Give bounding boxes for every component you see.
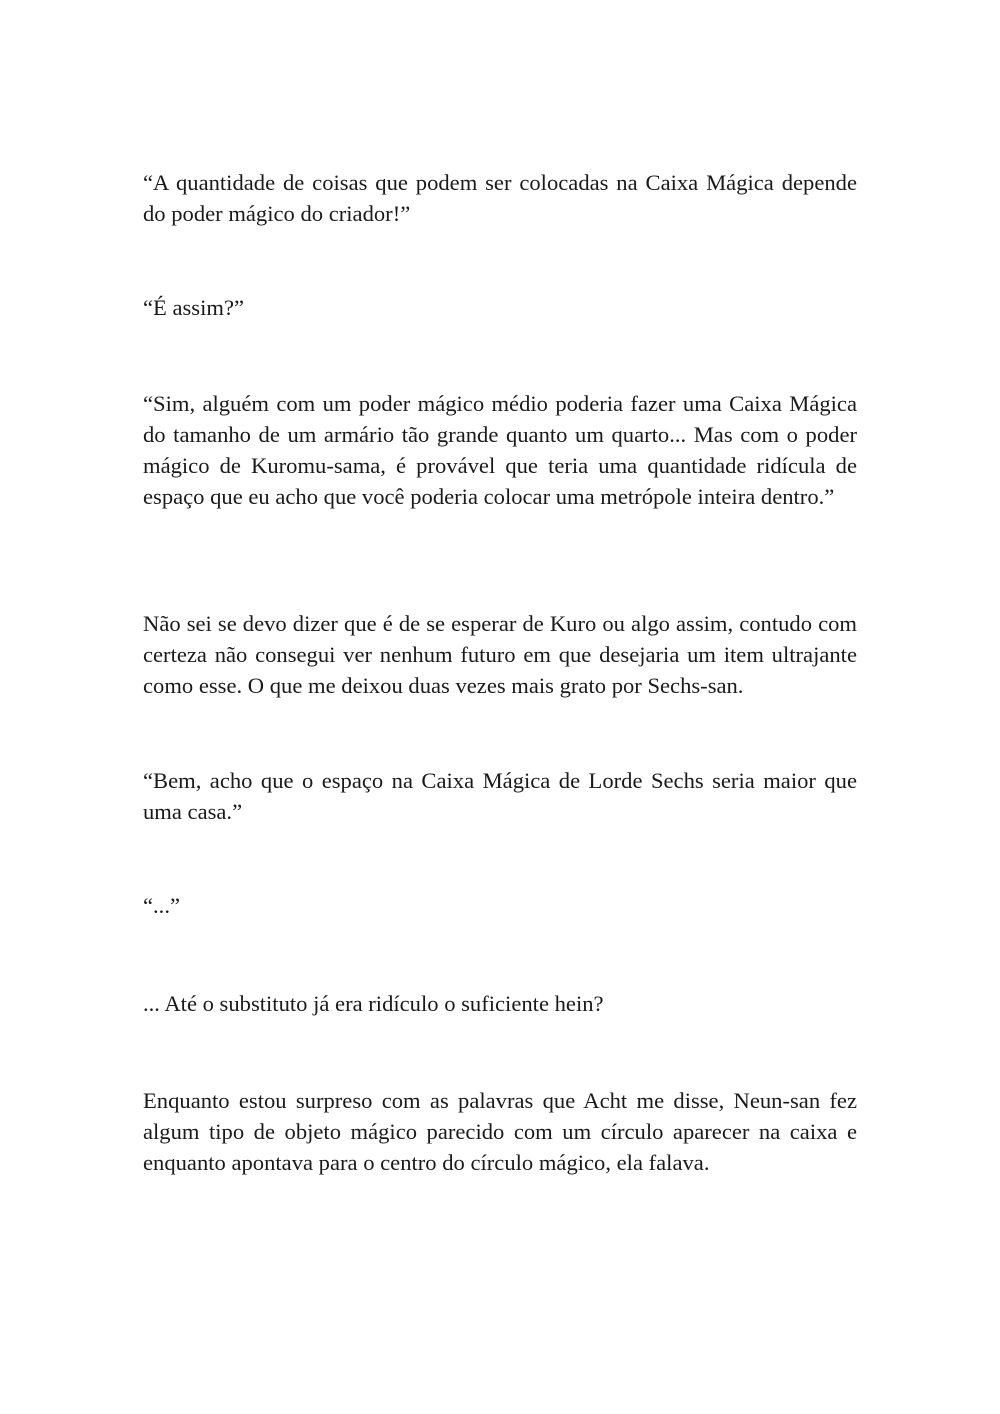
paragraph-7: ... Até o substituto já era ridículo o suficiente hein? bbox=[143, 991, 604, 1016]
paragraph-8: Enquanto estou surpreso com as palavras que Acht me disse, Neun-san fez algum tipo de objeto mágico parecido com um círculo aparecer na caixa e enquanto apontava para o centro do círculo mágico, ela falava. bbox=[143, 1088, 857, 1175]
paragraph-1: “A quantidade de coisas que podem ser colocadas na Caixa Mágica depende do poder mágico do criador!” bbox=[143, 170, 857, 226]
paragraph-5: “Bem, acho que o espaço na Caixa Mágica de Lorde Sechs seria maior que uma casa.” bbox=[143, 768, 857, 824]
paragraph-4: Não sei se devo dizer que é de se esperar de Kuro ou algo assim, contudo com certeza não consegui ver nenhum futuro em que desejaria um item ultrajante como esse. O que me deixou duas vezes mais grato por Sechs-san. bbox=[143, 611, 857, 698]
paragraph-6: “...” bbox=[143, 893, 181, 918]
paragraph-3: “Sim, alguém com um poder mágico médio poderia fazer uma Caixa Mágica do tamanho de um armário tão grande quanto um quarto... Mas com o poder mágico de Kuromu-sama, é provável que teria uma quantidade ridícula de espaço que eu acho que você poderia colocar uma metrópole inteira dentro.” bbox=[143, 391, 857, 509]
paragraph-2: “É assim?” bbox=[143, 295, 244, 320]
